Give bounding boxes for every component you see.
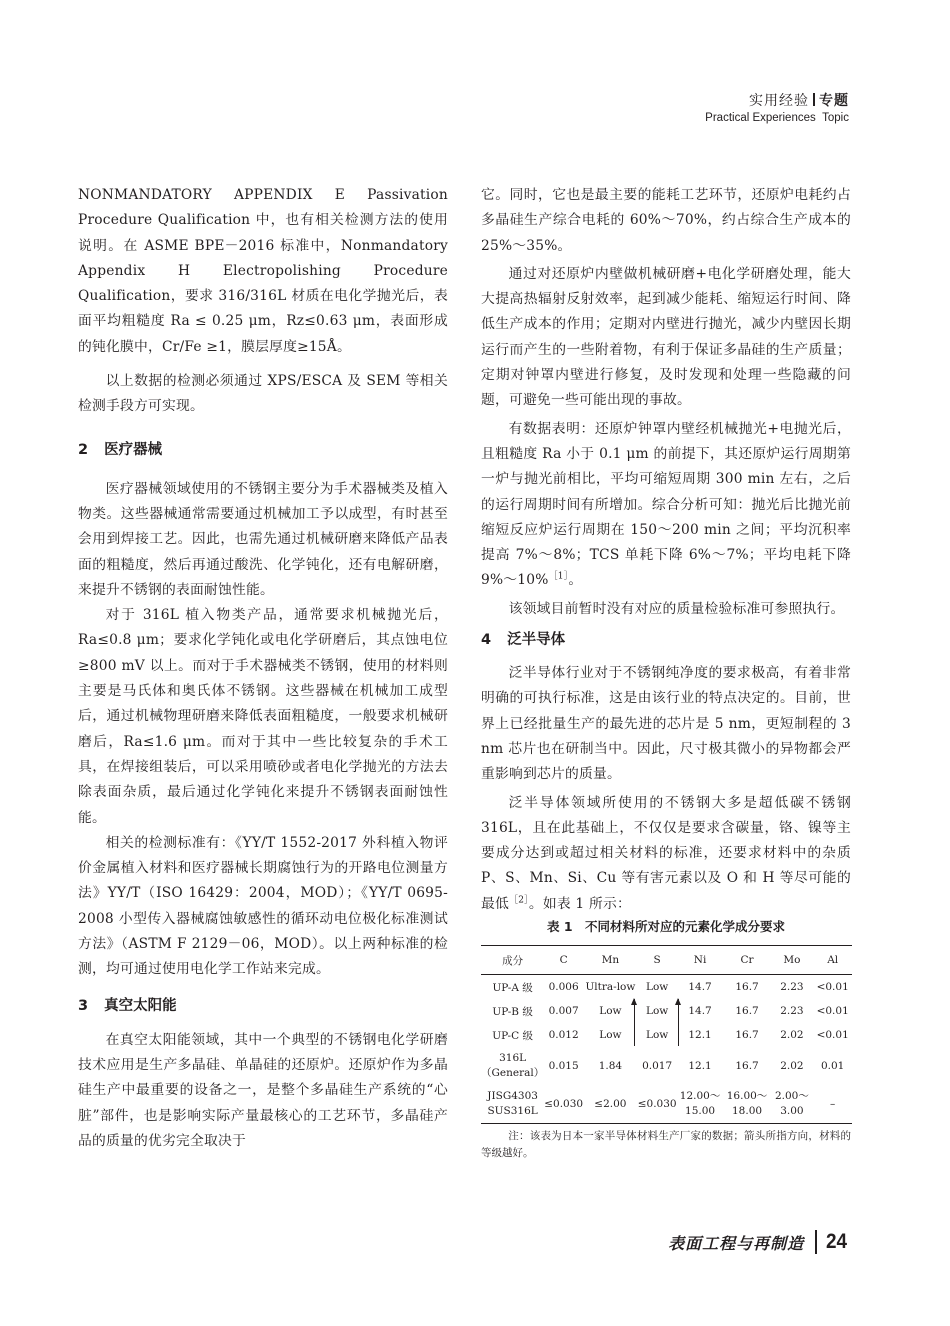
table-header: Mo [771, 946, 814, 975]
table-title: 表 1 不同材料所对应的元素化学成分要求 [546, 919, 786, 935]
paragraph: 以上数据的检测必须通过 XPS/ESCA 及 SEM 等相关检测手段方可实现。 [78, 373, 448, 415]
table-cell: 2.02 [780, 1059, 804, 1072]
paragraph: 相关的检测标准有：《YY/T 1552-2017 外科植入物评价金属植入材料和医疗器械长期腐蚀行为的开路电位测量方法》YY/T（ISO 16429：2004，MOD）；《YY/T 0695-2008 小型传入器械腐蚀敏感性的循环动电位极化标准测试方法》（ASTM F 2129－06，MOD）。以上两种标准的检测，均可通过使用电化学工作站来完成。 [78, 834, 448, 978]
table-cell: JISG4303 SUS316L [481, 1085, 544, 1124]
table-header: Ni [677, 946, 724, 975]
header-en [705, 110, 849, 126]
table-row [481, 1023, 852, 1047]
header-section-cn: 实用经验 [749, 93, 809, 109]
table-cell: 0.006 [548, 981, 579, 994]
section-heading-3: 3 真空太阳能 [78, 997, 177, 1014]
table-cell: Low [646, 981, 669, 994]
citation-1: ［1］ [548, 571, 569, 582]
table-cell: 16.00～ 18.00 [724, 1085, 771, 1124]
table-header: Cr [724, 946, 771, 975]
table-cell: 2.02 [780, 1029, 804, 1042]
table-note: 注：该表为日本一家半导体材料生产厂家的数据；箭头所指方向，材料的等级越好。 [481, 1130, 851, 1160]
table-cell: ≤0.030 [544, 1085, 583, 1124]
page-number: 24 [825, 1230, 847, 1253]
table-cell: UP-C 级 [492, 1029, 533, 1042]
paragraph: 通过对还原炉内壁做机械研磨+电化学研磨处理，能大大提高热辐射反射效率，起到减少能耗、缩短运行时间、降低生产成本的作用；定期对内壁进行抛光，减少内壁因长期运行而产生的一些附着物，有利于保证多晶硅的生产质量；定期对钟罩内壁进行修复，及时发现和处理一些隐藏的问题，可避免一些可能出现的事故。 [481, 265, 851, 409]
table-row [481, 975, 852, 1000]
table-cell: Low [646, 1029, 669, 1042]
table-cell: 2.00～ 3.00 [771, 1085, 814, 1124]
table-header: Al [813, 946, 852, 975]
table-cell: 0.012 [548, 1029, 579, 1042]
journal-name: 表面工程与再制造 [668, 1233, 805, 1253]
table-cell: 12.1 [688, 1059, 712, 1072]
paragraph: 对于 316L 植入物类产品，通常要求机械抛光后，Ra≤0.8 μm；要求化学钝化或电化学研磨后，其点蚀电位≥800 mV 以上。而对于手术器械类不锈钢，使用的材料则主要是马氏体和奥氏体不锈钢。这些器械在机械加工成型后，通过机械物理研磨来降低表面粗糙度，一般要求机械研磨后，Ra≤1.6 μm。而对于其中一些比较复杂的手术工具，在焊接组装后，可以采用喷砂或者电化学抛光的方法去除表面杂质，最后通过化学钝化来提升不锈钢表面耐蚀性能。 [78, 607, 448, 826]
table-header: C [544, 946, 583, 975]
table-cell: 16.7 [735, 1059, 759, 1072]
table-cell: 316L （General） [481, 1052, 545, 1080]
table-header-row [481, 946, 852, 975]
header-topic-cn: 专题 [819, 93, 849, 109]
table-cell: 12.1 [688, 1029, 712, 1042]
table-cell: ≤0.030 [638, 1085, 677, 1124]
table-cell: ≤2.00 [583, 1085, 638, 1124]
section-heading-2: 2 医疗器械 [78, 441, 163, 458]
paragraph: 在真空太阳能领域，其中一个典型的不锈钢电化学研磨技术应用是生产多晶硅、单晶硅的还原炉。还原炉作为多晶硅生产中最重要的设备之一，是整个多晶硅生产系统的“心脏”部件，也是影响实际产量最核心的工艺环节，多晶硅产品的质量的优劣完全取决于 [78, 1031, 448, 1149]
header-topic-en: Topic [822, 112, 849, 124]
table-cell: Low [599, 1029, 622, 1042]
citation-2: ［2］ [509, 895, 529, 906]
table-cell: 0.01 [820, 1059, 845, 1072]
table-cell: UP-A 级 [492, 981, 533, 994]
table-cell: <0.01 [816, 1029, 849, 1042]
page-footer [668, 1230, 849, 1254]
table-cell: Ultra-low [585, 981, 636, 994]
table-cell: 0.017 [642, 1059, 673, 1072]
header-section-en: Practical Experiences [705, 112, 816, 124]
left-column [78, 183, 448, 1154]
table-cell: <0.01 [816, 1005, 849, 1018]
table-cell: 14.7 [688, 1005, 712, 1018]
table-cell: – [813, 1085, 852, 1124]
table-cell: 1.84 [598, 1059, 623, 1072]
paragraph: 有数据表明：还原炉钟罩内壁经机械抛光+电抛光后，且粗糙度 Ra 小于 0.1 μm 的前提下，其还原炉运行周期第一炉与抛光前相比，平均可缩短周期 300 min 左右，之后的运行周期时间有所增加。综合分析可知：抛光后比抛光前缩短反应炉运行周期在 150～200 min 之间；平均沉积率提高 7%～8%；TCS 单耗下降 6%～7%；平均电耗下降 9%～10%$^{[1]}$。 [481, 420, 851, 589]
table-cell: 2.23 [780, 981, 804, 994]
table-cell: 0.007 [548, 1005, 579, 1018]
paragraph: 医疗器械领域使用的不锈钢主要分为手术器械类及植入物类。这些器械通常需要通过机械加工予以成型，有时甚至会用到焊接工艺。因此，也需先通过机械研磨来降低产品表面的粗糙度，然后再通过酸洗、化学钝化，还有电解研磨，来提升不锈钢的表面耐蚀性能。 [78, 480, 448, 598]
paragraph: 它。同时，它也是最主要的能耗工艺环节，还原炉电耗约占多晶硅生产综合电耗的 60%～70%，约占综合生产成本的 25%～35%。 [481, 187, 851, 254]
table-cell: 2.23 [780, 1005, 804, 1018]
running-header [705, 92, 849, 126]
table-cell: 12.00～ 15.00 [677, 1085, 724, 1124]
table-cell: Low [638, 999, 677, 1023]
table-header: S [638, 946, 677, 975]
footer-divider [815, 1230, 817, 1254]
table-cell: 14.7 [688, 981, 712, 994]
table-row [481, 1047, 852, 1085]
table-cell: Low [583, 999, 638, 1023]
table-cell: <0.01 [816, 981, 849, 994]
table-cell: 16.7 [735, 1029, 759, 1042]
table-cell: UP-B 级 [492, 1005, 533, 1018]
grade-arrow-icon [678, 999, 679, 1046]
table-cell: 16.7 [735, 1005, 759, 1018]
table-row [481, 999, 852, 1023]
paragraph: 该领域目前暂时没有对应的质量检验标准可参照执行。 [508, 600, 845, 617]
table-row [481, 1085, 852, 1124]
composition-table [481, 945, 852, 1124]
paragraph: NONMANDATORY APPENDIX E Passivation Procedure Qualification 中，也有相关检测方法的使用说明。在 ASME BPE－2016 标准中，Nonmandatory Appendix H Electropolishing Procedure Qualification，要求 316/316L 材质在电化学抛光后，表面平均粗糙度 Ra ≤ 0.25 μm，Rz≤0.63 μm，表面形成的钝化膜中，Cr/Fe ≥1，膜层厚度≥15Å。 [78, 187, 448, 355]
paragraph: 泛半导体领域所使用的不锈钢大多是超低碳不锈钢 316L，且在此基础上，不仅仅是要求含碳量，铬、镍等主要成分达到或超过相关材料的标准，还要求材料中的杂质 P、S、Mn、Si、Cu 等有害元素以及 O 和 H 等尽可能的最低$^{[2]}$。如表 1 所示： [481, 794, 851, 912]
table-header: 成分 [481, 946, 544, 975]
header-divider [813, 93, 815, 106]
right-column [481, 183, 851, 1162]
header-cn [705, 92, 849, 110]
table-cell: 16.7 [735, 981, 759, 994]
paragraph: 泛半导体行业对于不锈钢纯净度的要求极高，有着非常明确的可执行标准，这是由该行业的特点决定的。目前，世界上已经批量生产的最先进的芯片是 5 nm，更短制程的 3 nm 芯片也在研制当中。因此，尺寸极其微小的异物都会严重影响到芯片的质量。 [481, 665, 851, 783]
table-header: Mn [583, 946, 638, 975]
section-heading-4: 4 泛半导体 [481, 632, 566, 649]
table-cell: 0.015 [548, 1059, 579, 1072]
